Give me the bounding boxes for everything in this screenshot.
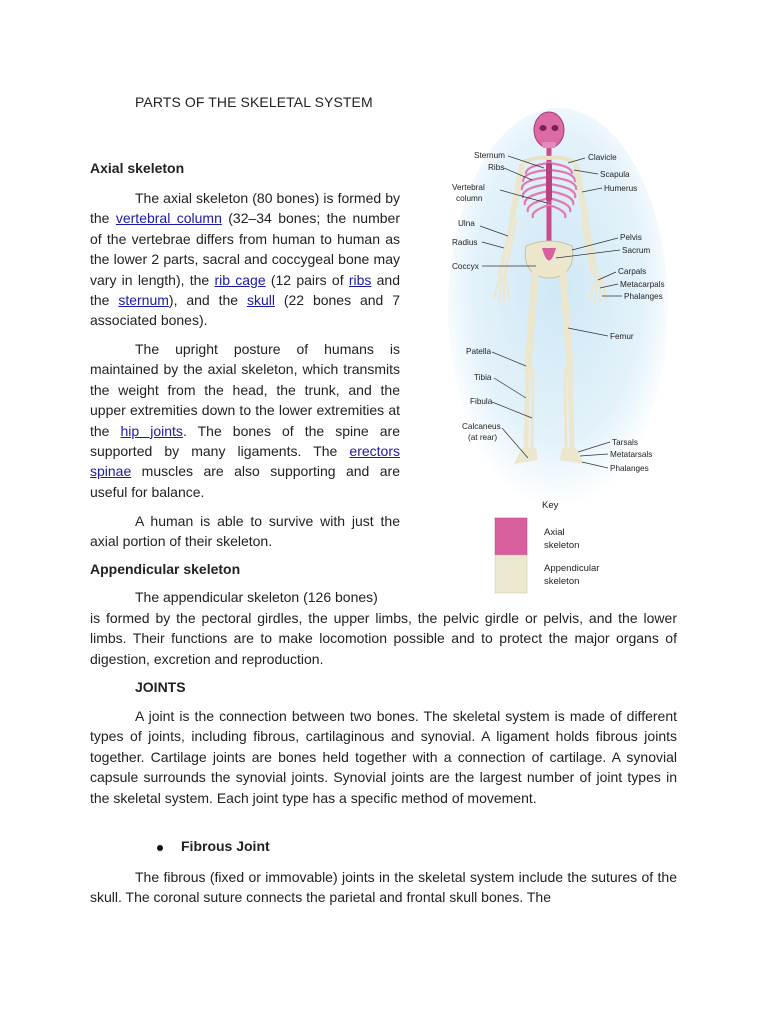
label-column: column [456,194,483,203]
label-fibula: Fibula [470,397,493,406]
page-title: PARTS OF THE SKELETAL SYSTEM [135,94,373,110]
label-phalanges-hand: Phalanges [624,292,663,301]
joints-paragraph-text: A joint is the connection between two bones. The skeletal system is made of different types of joints, including fibrous, cartilaginous and synovial. A ligament holds fibrous joints together. Cartilage joints are bones held together with a connection of cartilage. A synovial capsule surrounds the synovial joints. Synovial joints are the largest number of joint types in the skeletal system. Each joint type has a specific method of movement. [90,708,677,806]
patella [564,365,574,375]
label-metatarsals: Metatarsals [610,450,653,459]
key-appendicular-swatch [495,555,527,593]
inline-link[interactable]: erectors spinae [90,443,400,480]
label-humerus: Humerus [604,184,638,193]
rich-text: The upright posture of humans is maintained by the axial skeleton, which transmits the weight from the head, the trunk, and the upper extremities down to the lower extremities at the hip joints. The bones of the spine are supported by many ligaments. The erectors spinae muscles are also supporting and are useful for balance. [90,341,400,500]
inline-link[interactable]: sternum [118,292,169,309]
bullet-icon [157,845,163,851]
label-carpals: Carpals [618,267,647,276]
fibrous-paragraph-text: The fibrous (fixed or immovable) joints in the skeletal system include the sutures of the skull. The coronal suture connects the parietal and frontal skull bones. The [90,869,677,906]
axial-paragraph-3-text: A human is able to survive with just the axial portion of their skeleton. [90,513,400,550]
label-radius: Radius [452,238,478,247]
label-scapula: Scapula [600,170,630,179]
label-clavicle: Clavicle [588,153,617,162]
joints-paragraph [90,706,677,808]
fibrous-joint-heading: Fibrous Joint [181,838,270,854]
appendicular-paragraph [90,608,677,669]
inline-link[interactable]: vertebral column [115,210,222,227]
inline-link[interactable]: ribs [348,271,372,288]
key-appendicular-label-1: Appendicular [544,563,600,574]
label-sternum: Sternum [474,151,505,160]
skeleton-illustration [440,108,690,598]
label-patella: Patella [466,347,492,356]
label-tibia: Tibia [474,373,492,382]
patella [524,365,534,375]
label-ribs: Ribs [488,163,505,172]
key-axial-swatch [495,518,527,555]
label-ulna: Ulna [458,219,475,228]
axial-heading: Axial skeleton [90,160,185,176]
rich-text: The axial skeleton (80 bones) is formed by the vertebral column (32–34 bones; the number of the vertebrae differs from human to human as the lower 2 parts, sacral and coccygeal bone may vary in length), the rib cage (12 pairs of ribs and the sternum), and the skull (22 bones and 7 associated bones). [90,190,401,329]
label-phalanges-foot: Phalanges [610,464,649,473]
figure-key [495,500,599,593]
appendicular-paragraph-text: is formed by the pectoral girdles, the upper limbs, the pelvic girdle or pelvis, and the lower limbs. Their functions are to make locomotion possible and to protect the major organs of digestion, excretion and reproduction. [90,610,677,667]
label-calcaneus: Calcaneus [462,422,501,431]
skull [534,112,564,148]
key-axial-label-1: Axial [544,527,565,538]
axial-paragraph-2 [90,339,400,502]
sternum [546,163,552,201]
label-femur: Femur [610,332,634,341]
inline-link[interactable]: rib cage [214,271,266,288]
fibrous-paragraph [90,867,677,908]
key-axial-label-2: skeleton [544,540,580,551]
key-title: Key [542,500,559,511]
label-vertebral: Vertebral [452,183,485,192]
axial-paragraph-3 [90,511,400,552]
key-appendicular-label-2: skeleton [544,576,580,587]
axial-paragraph-1 [90,188,400,331]
label-tarsals: Tarsals [612,438,638,447]
appendicular-heading: Appendicular skeleton [90,561,241,577]
label-at-rear: (at rear) [468,433,498,442]
inline-link[interactable]: skull [246,292,275,309]
figure-background [448,108,668,508]
label-coccyx: Coccyx [452,262,479,271]
joints-heading: JOINTS [135,679,186,695]
label-pelvis: Pelvis [620,233,642,242]
skeleton-figure [440,108,690,598]
appendicular-paragraph-first-line: The appendicular skeleton (126 bones) [135,589,378,605]
inline-link[interactable]: hip joints [120,422,183,439]
label-metacarpals: Metacarpals [620,280,665,289]
label-sacrum: Sacrum [622,246,651,255]
